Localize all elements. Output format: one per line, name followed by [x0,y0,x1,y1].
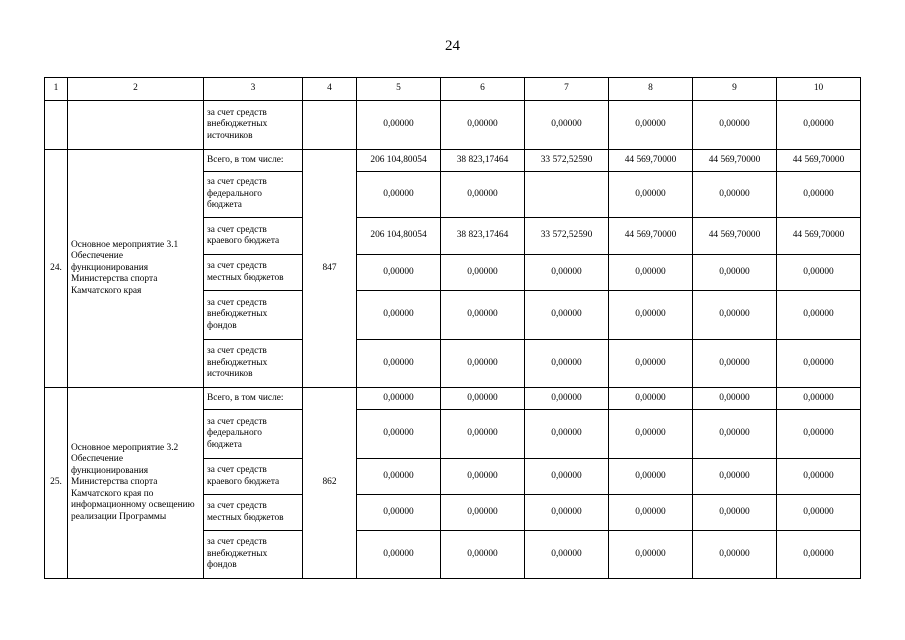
value-cell: 44 569,70000 [693,150,777,172]
value-cell: 0,00000 [609,410,693,459]
row-number: 24. [45,150,68,388]
value-cell: 0,00000 [609,459,693,495]
value-cell: 0,00000 [609,388,693,410]
value-cell: 0,00000 [441,531,525,579]
value-cell: 44 569,70000 [693,218,777,255]
value-cell: 0,00000 [693,388,777,410]
value-cell: 0,00000 [357,340,441,388]
value-cell: 0,00000 [357,495,441,531]
funding-source: за счет средств федерального бюджета [204,410,303,459]
col-header-2: 2 [68,78,204,101]
value-cell: 0,00000 [609,101,693,150]
value-cell: 0,00000 [441,388,525,410]
value-cell: 0,00000 [525,531,609,579]
value-cell: 0,00000 [441,410,525,459]
value-cell: 33 572,52590 [525,150,609,172]
funding-source: за счет средств внебюджетных фондов [204,531,303,579]
value-cell: 0,00000 [609,255,693,291]
value-cell: 0,00000 [693,101,777,150]
value-cell: 0,00000 [357,255,441,291]
value-cell [525,172,609,218]
page-number: 24 [445,38,460,54]
funding-source: за счет средств местных бюджетов [204,495,303,531]
value-cell: 0,00000 [777,172,861,218]
value-cell: 0,00000 [357,101,441,150]
col-header-8: 8 [609,78,693,101]
value-cell: 0,00000 [609,531,693,579]
budget-code: 847 [303,150,357,388]
value-cell: 0,00000 [777,255,861,291]
value-cell: 0,00000 [441,340,525,388]
value-cell: 38 823,17464 [441,150,525,172]
col-header-10: 10 [777,78,861,101]
table-row [45,388,861,410]
value-cell: 0,00000 [441,459,525,495]
value-cell: 0,00000 [693,255,777,291]
value-cell: 0,00000 [357,291,441,340]
value-cell: 0,00000 [441,172,525,218]
value-cell: 0,00000 [693,459,777,495]
funding-source: за счет средств краевого бюджета [204,218,303,255]
value-cell: 0,00000 [357,459,441,495]
value-cell: 0,00000 [525,255,609,291]
funding-source: за счет средств внебюджетных фондов [204,291,303,340]
value-cell: 0,00000 [609,340,693,388]
budget-table [44,77,861,579]
value-cell: 0,00000 [357,388,441,410]
value-cell: 0,00000 [609,172,693,218]
value-cell: 0,00000 [777,531,861,579]
budget-code [303,101,357,150]
value-cell: 44 569,70000 [777,218,861,255]
value-cell: 44 569,70000 [609,150,693,172]
value-cell: 0,00000 [441,291,525,340]
value-cell: 0,00000 [777,459,861,495]
value-cell: 44 569,70000 [777,150,861,172]
value-cell: 0,00000 [693,291,777,340]
activity-name: Основное мероприятие 3.2 Обеспечение функционирования Министерства спорта Камчатского края по информационному освещению реализации Программы [68,388,204,579]
value-cell: 0,00000 [525,459,609,495]
col-header-7: 7 [525,78,609,101]
col-header-1: 1 [45,78,68,101]
value-cell: 0,00000 [357,172,441,218]
value-cell: 0,00000 [609,495,693,531]
value-cell: 206 104,80054 [357,218,441,255]
value-cell: 206 104,80054 [357,150,441,172]
header-row [45,78,861,101]
value-cell: 0,00000 [525,388,609,410]
budget-code: 862 [303,388,357,579]
col-header-4: 4 [303,78,357,101]
value-cell: 0,00000 [777,388,861,410]
activity-name [68,101,204,150]
value-cell: 0,00000 [777,101,861,150]
col-header-3: 3 [204,78,303,101]
value-cell: 0,00000 [525,410,609,459]
funding-source: за счет средств федерального бюджета [204,172,303,218]
col-header-6: 6 [441,78,525,101]
funding-source: за счет средств внебюджетных источников [204,101,303,150]
table-row [45,150,861,172]
value-cell: 0,00000 [777,291,861,340]
table-row [45,101,861,150]
value-cell: 0,00000 [693,531,777,579]
value-cell: 0,00000 [525,101,609,150]
funding-source: за счет средств краевого бюджета [204,459,303,495]
value-cell: 0,00000 [777,495,861,531]
col-header-9: 9 [693,78,777,101]
value-cell: 0,00000 [441,495,525,531]
value-cell: 0,00000 [777,340,861,388]
funding-source: за счет средств внебюджетных источников [204,340,303,388]
value-cell: 0,00000 [525,495,609,531]
value-cell: 0,00000 [693,495,777,531]
value-cell: 0,00000 [525,291,609,340]
value-cell: 0,00000 [777,410,861,459]
value-cell: 0,00000 [609,291,693,340]
value-cell: 0,00000 [357,410,441,459]
value-cell: 0,00000 [441,255,525,291]
col-header-5: 5 [357,78,441,101]
value-cell: 0,00000 [525,340,609,388]
value-cell: 0,00000 [693,340,777,388]
value-cell: 0,00000 [693,410,777,459]
funding-source: Всего, в том числе: [204,150,303,172]
funding-source: за счет средств местных бюджетов [204,255,303,291]
value-cell: 0,00000 [693,172,777,218]
value-cell: 0,00000 [441,101,525,150]
value-cell: 33 572,52590 [525,218,609,255]
value-cell: 0,00000 [357,531,441,579]
value-cell: 38 823,17464 [441,218,525,255]
funding-source: Всего, в том числе: [204,388,303,410]
activity-name: Основное мероприятие 3.1 Обеспечение функционирования Министерства спорта Камчатского края [68,150,204,388]
row-number [45,101,68,150]
row-number: 25. [45,388,68,579]
value-cell: 44 569,70000 [609,218,693,255]
